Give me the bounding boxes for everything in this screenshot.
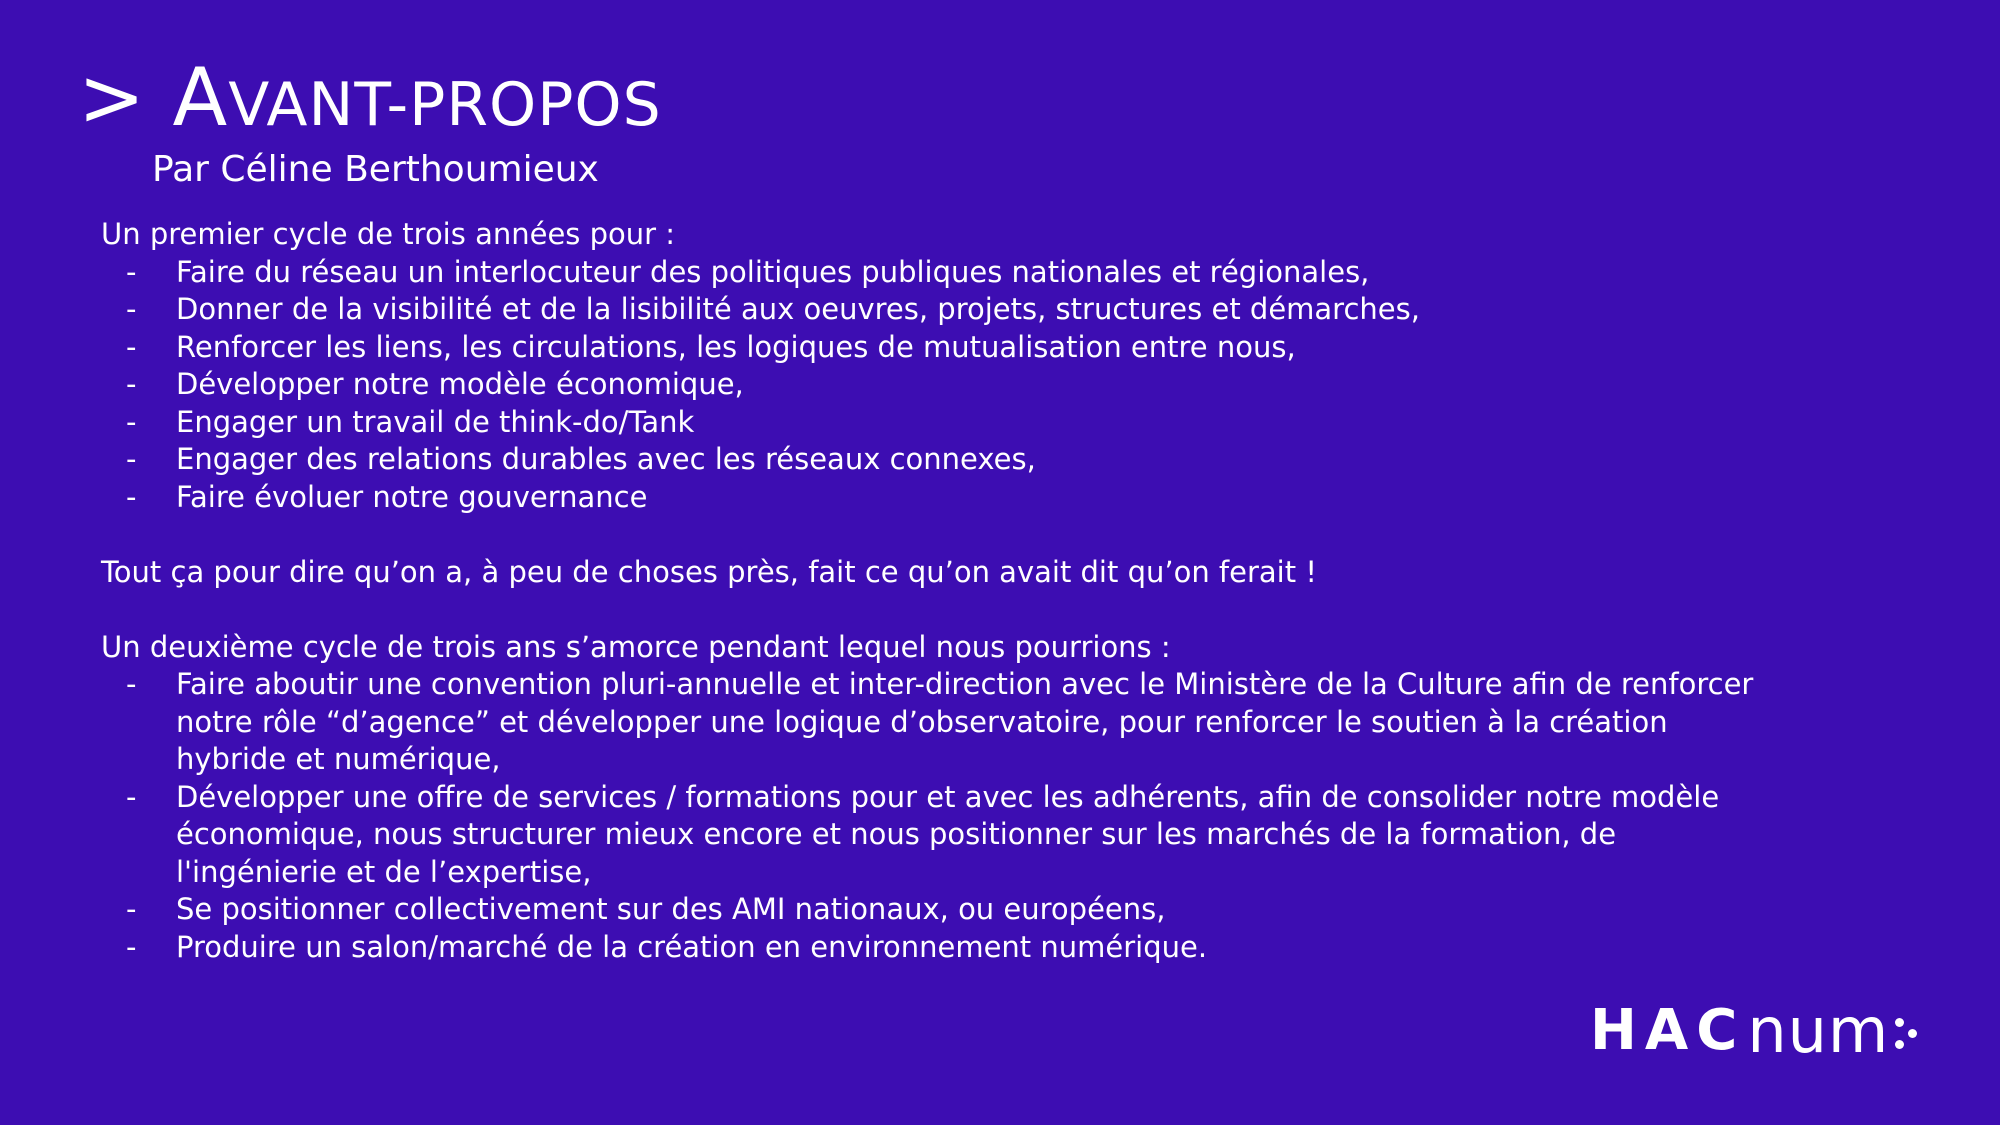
list-item-text: Faire du réseau un interlocuteur des politiques publiques nationales et régionales, <box>176 254 1370 289</box>
dot-icon <box>1895 1040 1904 1049</box>
list-item-text: Développer notre modèle économique, <box>176 367 744 401</box>
list-item-line: Faire aboutir une convention pluri-annuelle et inter-direction avec le Ministère de la Culture afin de renforcer <box>176 667 1754 701</box>
first-cycle-list <box>101 254 1961 517</box>
dash-bullet: - <box>126 329 137 364</box>
dash-bullet: - <box>126 254 137 289</box>
spacer <box>101 516 1961 554</box>
list-item-line: l'ingénierie et de l’expertise, <box>176 854 592 889</box>
dash-bullet: - <box>126 779 137 814</box>
dash-bullet: - <box>126 367 137 401</box>
dash-bullet: - <box>126 929 137 964</box>
slide-body <box>101 216 1961 966</box>
second-cycle-list <box>101 666 1961 966</box>
intro-first-cycle: Un premier cycle de trois années pour : <box>101 217 676 251</box>
list-item-text: Faire évoluer notre gouvernance <box>176 479 648 514</box>
title-first-letter: A <box>172 51 229 144</box>
list-item <box>101 929 1961 967</box>
title-rest: VANT-PROPOS <box>228 70 662 140</box>
logo-hac-text: HAC <box>1590 998 1746 1063</box>
slide-subtitle: Par Céline Berthoumieux <box>152 149 599 190</box>
list-item <box>101 329 1961 367</box>
list-item <box>101 366 1961 404</box>
list-item-text: Donner de la visibilité et de la lisibilité aux oeuvres, projets, structures et démarches, <box>176 292 1420 326</box>
list-item-line: Développer une offre de services / formations pour et avec les adhérents, afin de consolider notre modèle <box>176 779 1720 814</box>
logo-num-text: num <box>1747 994 1890 1067</box>
slide-title <box>78 48 662 155</box>
dash-bullet: - <box>126 479 137 514</box>
list-item <box>101 479 1961 517</box>
list-item-line: notre rôle “d’agence” et développer une logique d’observatoire, pour renforcer le soutien à la création <box>176 704 1668 739</box>
dash-bullet: - <box>126 667 137 701</box>
list-item-text: Engager un travail de think-do/Tank <box>176 404 695 439</box>
list-item <box>101 404 1961 442</box>
title-prefix: > <box>78 51 147 144</box>
dash-bullet: - <box>126 442 137 476</box>
list-item-line: Produire un salon/marché de la création en environnement numérique. <box>176 929 1208 964</box>
dot-icon <box>1908 1029 1917 1038</box>
list-item-line: hybride et numérique, <box>176 742 501 776</box>
spacer <box>101 591 1961 629</box>
list-item <box>101 891 1961 929</box>
summary-statement: Tout ça pour dire qu’on a, à peu de choses près, fait ce qu’on avait dit qu’on ferait ! <box>101 554 1317 589</box>
list-item-line: économique, nous structurer mieux encore et nous positionner sur les marchés de la formation, de <box>176 817 1617 851</box>
list-item <box>101 441 1961 479</box>
list-item <box>101 254 1961 292</box>
list-item <box>101 779 1961 892</box>
list-item-text: Renforcer les liens, les circulations, les logiques de mutualisation entre nous, <box>176 329 1296 364</box>
dash-bullet: - <box>126 292 137 326</box>
list-item-line: Se positionner collectivement sur des AMI nationaux, ou européens, <box>176 892 1166 926</box>
dash-bullet: - <box>126 404 137 439</box>
three-dots-icon <box>1893 996 1921 1066</box>
list-item <box>101 291 1961 329</box>
dash-bullet: - <box>126 892 137 926</box>
list-item <box>101 666 1961 779</box>
intro-second-cycle: Un deuxième cycle de trois ans s’amorce pendant lequel nous pourrions : <box>101 629 1171 664</box>
list-item-text: Engager des relations durables avec les réseaux connexes, <box>176 442 1036 476</box>
dot-icon <box>1895 1018 1904 1027</box>
hacnum-logo <box>1590 996 1921 1066</box>
